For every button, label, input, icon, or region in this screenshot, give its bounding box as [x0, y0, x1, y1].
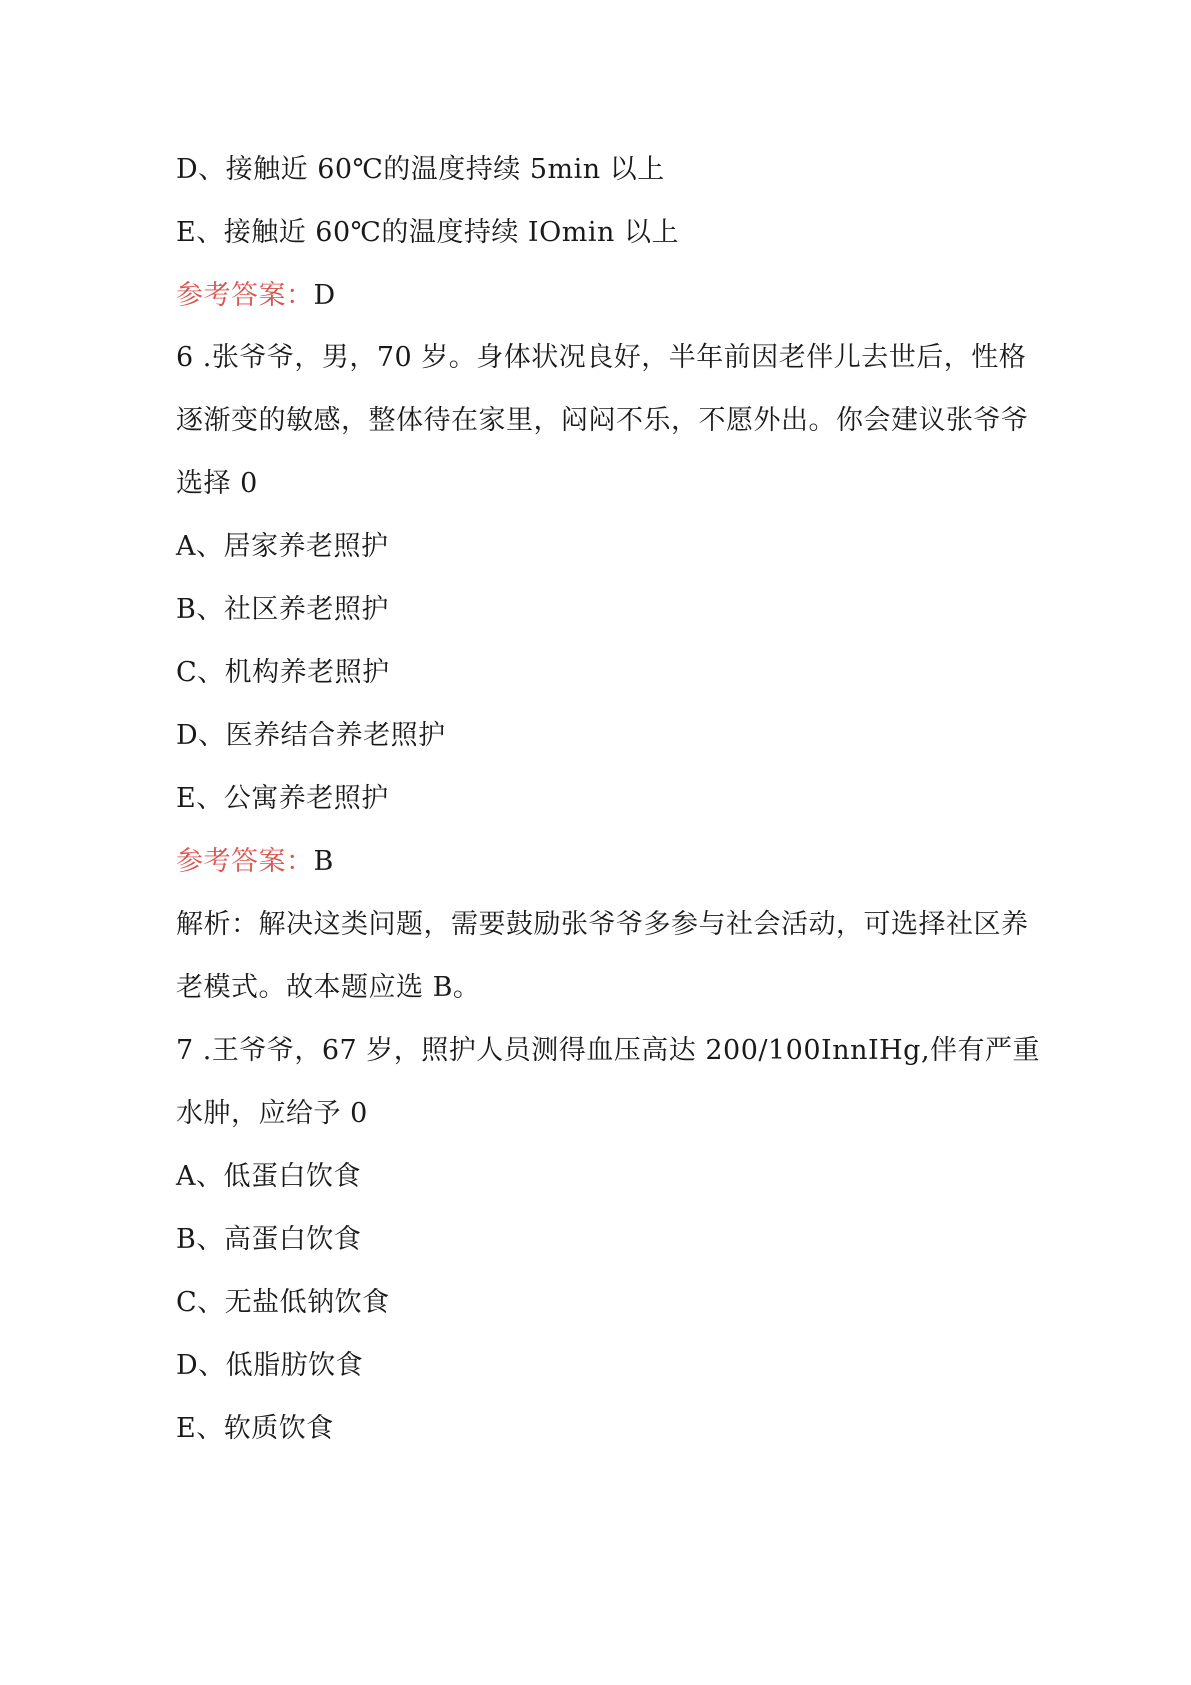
answer-value: B — [313, 846, 334, 877]
explanation-q6-line-2: 老模式。故本题应选 B。 — [176, 972, 481, 1003]
option-a-q6: A、居家养老照护 — [176, 531, 389, 562]
option-e-q5: E、接触近 60℃的温度持续 IOmin 以上 — [176, 217, 679, 248]
question-6-line-3: 选择 0 — [176, 468, 258, 499]
question-6-line-2: 逐渐变的敏感，整体待在家里，闷闷不乐，不愿外出。你会建议张爷爷 — [176, 405, 1029, 436]
answer-label: 参考答案： — [176, 280, 314, 311]
option-d-q7: D、低脂肪饮食 — [176, 1350, 364, 1381]
option-e-q7: E、软质饮食 — [176, 1413, 334, 1444]
option-c-q6: C、机构养老照护 — [176, 657, 390, 688]
option-b-q6: B、社区养老照护 — [176, 594, 389, 625]
answer-q5 — [176, 278, 1036, 314]
answer-label: 参考答案： — [176, 846, 314, 877]
question-7-line-1: 7 .王爷爷，67 岁，照护人员测得血压高达 200/100InnIHg,伴有严重 — [176, 1035, 1041, 1066]
question-7-line-2: 水肿，应给予 0 — [176, 1098, 368, 1129]
answer-q6 — [176, 844, 1036, 880]
option-d-q5: D、接触近 60℃的温度持续 5min 以上 — [176, 154, 665, 185]
answer-value: D — [313, 280, 336, 311]
option-d-q6: D、医养结合养老照护 — [176, 720, 446, 751]
option-a-q7: A、低蛋白饮食 — [176, 1161, 361, 1192]
option-c-q7: C、无盐低钠饮食 — [176, 1287, 390, 1318]
option-b-q7: B、高蛋白饮食 — [176, 1224, 362, 1255]
option-e-q6: E、公寓养老照护 — [176, 783, 389, 814]
explanation-q6-line-1: 解析：解决这类问题，需要鼓励张爷爷多参与社会活动，可选择社区养 — [176, 909, 1029, 940]
question-6-line-1: 6 .张爷爷，男，70 岁。身体状况良好，半年前因老伴儿去世后，性格 — [176, 342, 1027, 373]
